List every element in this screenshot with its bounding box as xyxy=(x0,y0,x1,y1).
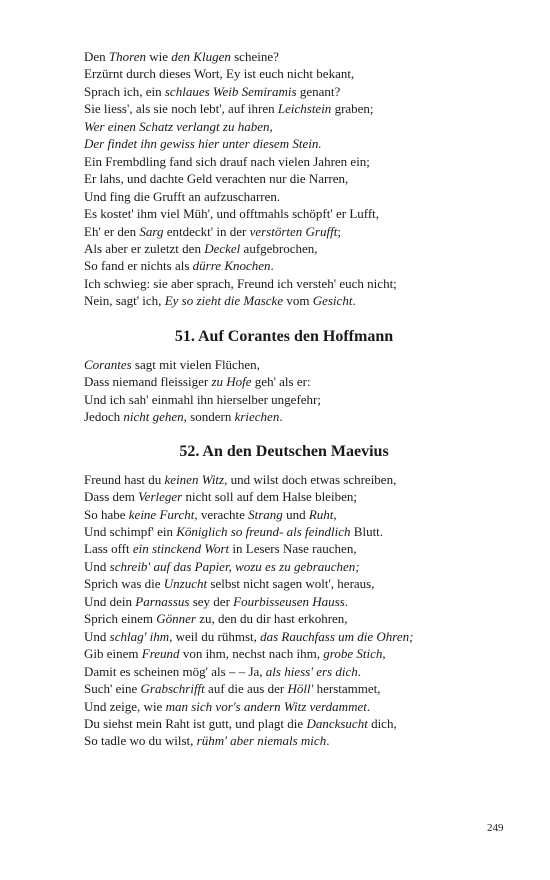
text-run: Als aber er zuletzt den xyxy=(84,240,205,256)
italic-text: den Klugen xyxy=(171,49,231,64)
text-run: Jedoch xyxy=(84,409,124,425)
italic-text: Freund xyxy=(141,646,180,662)
text-run: in Lesers Nase rauchen, xyxy=(229,541,357,557)
verse-line xyxy=(84,65,524,82)
italic-text: Parnassus xyxy=(135,593,190,609)
text-run: Und xyxy=(84,628,110,644)
text-run: Und xyxy=(84,558,110,574)
section-51-heading: 51. Auf Corantes den Hoffmann xyxy=(174,327,394,345)
verse-line xyxy=(84,523,524,540)
text-run: Sprich einem xyxy=(84,611,157,627)
text-run: . xyxy=(352,293,356,309)
italic-text: schlaues Weib Semiramis xyxy=(164,83,297,99)
italic-text: das Rauchfass um die Ohren; xyxy=(260,628,414,644)
italic-text: Königlich so freund- als feindlich xyxy=(176,523,351,539)
italic-text: als hiess' ers dich xyxy=(265,663,358,679)
verse-line xyxy=(84,540,524,557)
italic-text: nicht gehen, xyxy=(123,409,187,425)
text-run: sey der xyxy=(189,593,234,609)
verse-line xyxy=(84,170,524,187)
italic-text: Sarg xyxy=(139,223,164,239)
text-run: . xyxy=(366,698,371,714)
verse-line xyxy=(84,680,524,697)
verse-line xyxy=(84,83,524,100)
text-run: Er lahs, und dachte Geld verachten nur die Narren, xyxy=(84,171,349,187)
text-run: Such' eine xyxy=(84,681,141,697)
text-run: , xyxy=(333,506,337,522)
italic-text: Fourbisseusen Hauss xyxy=(233,593,345,609)
verse-line xyxy=(84,558,524,575)
verse-line xyxy=(84,715,524,732)
italic-text: Ruht xyxy=(308,506,334,522)
text-run: Sprich was die xyxy=(84,576,164,592)
text-run: weil du rühmst, xyxy=(172,628,261,644)
verse-line xyxy=(84,257,524,274)
verse-line xyxy=(84,205,524,222)
verse-line xyxy=(84,488,524,505)
italic-text: Leichstein xyxy=(277,101,332,117)
italic-text: zu Hofe xyxy=(211,374,252,390)
text-run: Ein Frembdling fand sich drauf nach vielen Jahren ein; xyxy=(84,153,370,169)
text-run: selbst nicht sagen wolt', heraus, xyxy=(207,576,375,592)
italic-text: keinen Witz xyxy=(164,471,225,487)
text-run: genant? xyxy=(296,83,341,99)
text-run: Eh' er den xyxy=(84,223,140,239)
text-run: Es kostet' ihm viel Müh', und offtmahls schöpft' er Lufft, xyxy=(84,206,380,222)
text-run: dich, xyxy=(367,715,397,731)
text-run: . xyxy=(326,733,330,749)
verse-line xyxy=(84,135,524,152)
verse-line xyxy=(84,628,524,645)
verse-line xyxy=(84,732,524,749)
text-run: zu, den du dir hast erkohren, xyxy=(195,611,348,627)
verse-line xyxy=(84,100,524,117)
italic-text: Wer einen Schatz verlangt zu haben, xyxy=(84,118,273,134)
verse-line xyxy=(84,391,524,408)
italic-text: Corantes xyxy=(84,356,132,372)
text-run: sagt mit vielen Flüchen, xyxy=(131,356,260,372)
text-run: So fand er nichts als xyxy=(84,258,193,274)
text-run: vom xyxy=(283,293,313,309)
verse-line xyxy=(84,645,524,662)
italic-text: Der findet ihn gewiss hier unter diesem Stein. xyxy=(84,136,322,152)
text-run: nicht soll auf dem Halse bleiben; xyxy=(182,489,357,505)
verse-line xyxy=(84,506,524,523)
italic-text: Strang xyxy=(248,506,283,522)
italic-text: Gesicht xyxy=(312,293,353,309)
text-run: Lass offt xyxy=(84,541,133,557)
text-run: herstammet, xyxy=(313,681,381,697)
page-number: 249 xyxy=(487,822,504,834)
text-run: aufgebrochen, xyxy=(240,240,318,256)
verse-line xyxy=(84,223,524,240)
text-run: Du siehst mein Raht ist gutt, und plagt die xyxy=(84,715,307,731)
verse-line xyxy=(84,48,524,65)
text-run: Den xyxy=(84,49,109,64)
italic-text: grobe Stich, xyxy=(323,646,386,662)
text-run: Nein, sagt' ich, xyxy=(84,293,165,309)
text-run: Erzürnt durch dieses Wort, Ey ist euch nicht bekant, xyxy=(84,66,355,82)
italic-text: Deckel xyxy=(204,240,241,256)
text-run: Sprach ich, ein xyxy=(84,83,165,99)
text-run: . xyxy=(279,409,283,425)
italic-text: Gönner xyxy=(156,611,196,627)
text-run: wie xyxy=(146,49,172,64)
text-run: scheine? xyxy=(230,49,279,64)
section-51-poem xyxy=(84,356,524,426)
text-run: Und ich sah' einmahl ihn hierselber ungefehr; xyxy=(84,391,321,407)
verse-line xyxy=(84,408,524,425)
italic-text: Grabschrifft xyxy=(140,681,205,697)
text-run: Freund hast du xyxy=(84,471,165,487)
text-run: von ihm, nechst nach ihm, xyxy=(179,646,324,662)
verse-line xyxy=(84,153,524,170)
text-run: So habe xyxy=(84,506,129,522)
italic-text: keine Furcht xyxy=(128,506,195,522)
verse-line xyxy=(84,698,524,715)
verse-line xyxy=(84,275,524,292)
verse-line xyxy=(84,575,524,592)
text-run: . xyxy=(270,258,274,274)
text-run: Und schimpf' ein xyxy=(84,523,177,539)
italic-text: kriechen xyxy=(234,409,280,425)
italic-text: rühm' aber niemals mich xyxy=(196,733,327,749)
text-run: So tadle wo du wilst, xyxy=(84,733,197,749)
section-52-heading: 52. An den Deutschen Maevius xyxy=(179,442,389,460)
text-run: Blutt. xyxy=(350,523,384,539)
text-run: . xyxy=(357,663,362,679)
text-run: entdeckt' in der xyxy=(163,223,250,239)
text-run: geh' als er: xyxy=(251,374,311,390)
verse-line xyxy=(84,610,524,627)
italic-text: man sich vor's andern Witz verdammet xyxy=(165,698,367,714)
text-run: ; xyxy=(337,223,341,239)
text-run: graben; xyxy=(331,101,374,117)
verse-line xyxy=(84,471,524,488)
text-run: Gib einem xyxy=(84,646,142,662)
text-run: sondern xyxy=(186,409,235,425)
text-run: . xyxy=(344,593,348,609)
italic-text: Dancksucht xyxy=(306,715,368,731)
italic-text: Unzucht xyxy=(163,576,208,592)
intro-poem xyxy=(84,48,524,310)
text-run: Damit es scheinen mög' als – – Ja, xyxy=(84,663,266,679)
verse-line xyxy=(84,593,524,610)
verse-line xyxy=(84,356,524,373)
text-run: Dass niemand fleissiger xyxy=(84,374,212,390)
verse-line xyxy=(84,663,524,680)
italic-text: Ey so zieht die Mascke xyxy=(164,293,284,309)
text-run: Dass dem xyxy=(84,489,139,505)
italic-text: Thoren xyxy=(108,49,146,64)
section-52-poem xyxy=(84,471,524,750)
text-run: Und zeige, wie xyxy=(84,698,166,714)
verse-line xyxy=(84,373,524,390)
verse-line xyxy=(84,292,524,309)
text-run: Und fing die Grufft an aufzuscharren. xyxy=(84,188,281,204)
verse-line xyxy=(84,240,524,257)
text-run: , und wilst doch etwas schreiben, xyxy=(224,471,397,487)
text-run: , verachte xyxy=(194,506,249,522)
verse-line xyxy=(84,188,524,205)
italic-text: verstörten Grufft xyxy=(249,223,338,239)
italic-text: dürre Knochen xyxy=(192,258,271,274)
text-run: auf die aus der xyxy=(204,681,288,697)
text-run: Und dein xyxy=(84,593,136,609)
text-run: und xyxy=(282,506,309,522)
italic-text: Höll' xyxy=(287,681,314,697)
italic-text: ein stinckend Wort xyxy=(132,541,230,557)
text-run: Sie liess', als sie noch lebt', auf ihren xyxy=(84,101,278,117)
text-run: Ich schwieg: sie aber sprach, Freund ich versteh' euch nicht; xyxy=(84,275,397,291)
italic-text: schlag' ihm, xyxy=(109,628,173,644)
verse-line xyxy=(84,118,524,135)
italic-text: schreib' auf das Papier, wozu es zu gebrauchen; xyxy=(109,558,360,574)
italic-text: Verleger xyxy=(138,489,183,505)
page-body xyxy=(84,48,524,750)
